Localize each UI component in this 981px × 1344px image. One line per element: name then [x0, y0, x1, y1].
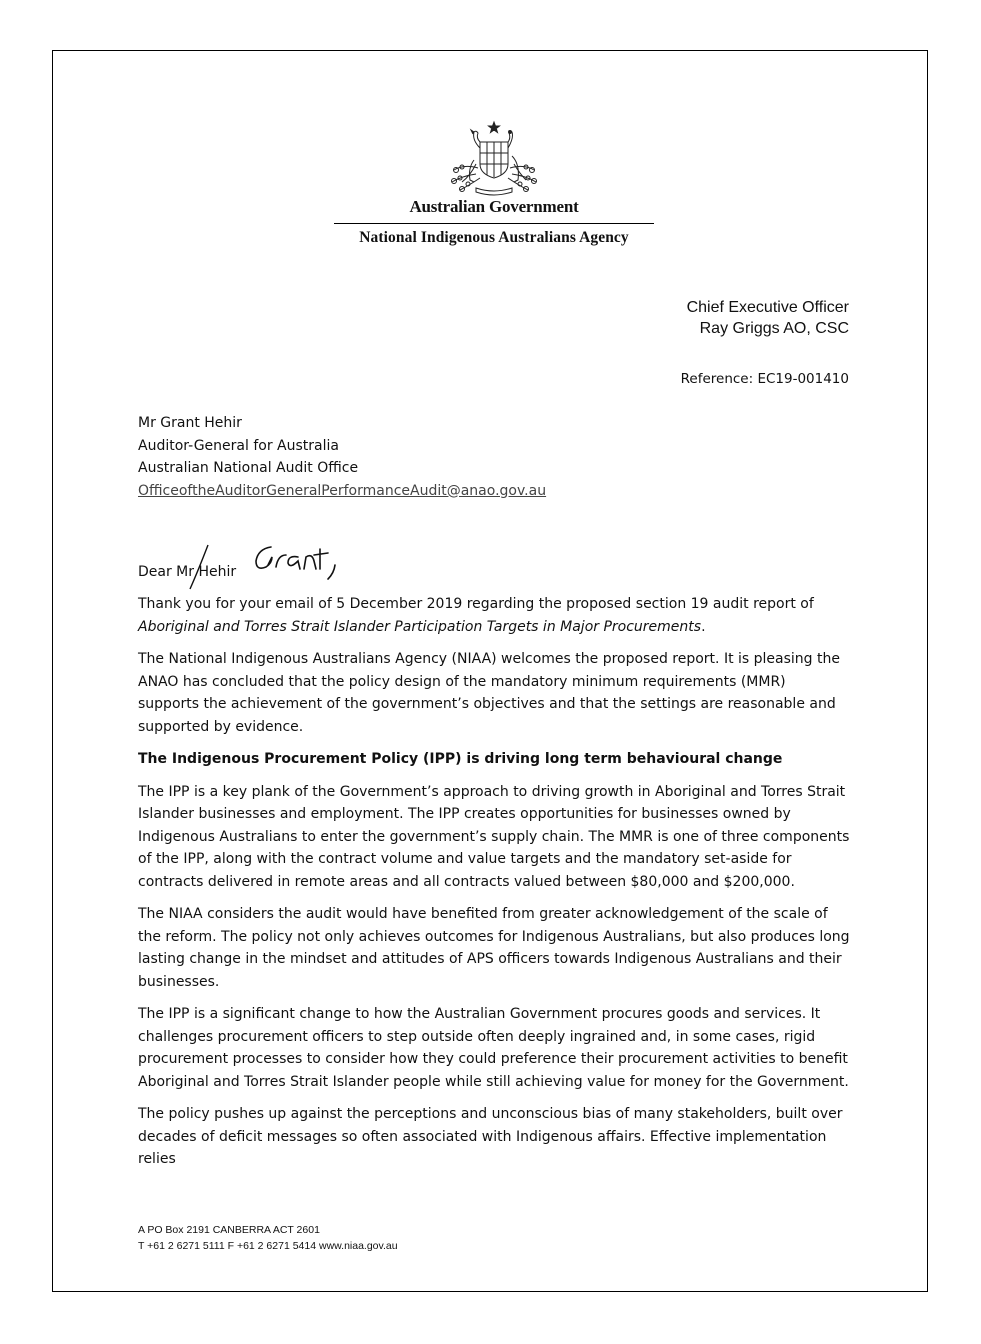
- letterhead-divider: [334, 223, 654, 224]
- government-name: Australian Government: [409, 197, 579, 216]
- report-title: Aboriginal and Torres Strait Islander Participation Targets in Major Procurements: [138, 618, 702, 635]
- letter-body: [138, 593, 850, 1181]
- section-heading: The Indigenous Procurement Policy (IPP) is driving long term behavioural change: [138, 751, 783, 767]
- footer-contact: T +61 2 6271 5111 F +61 2 6271 5414 www.niaa.gov.au: [138, 1240, 398, 1252]
- salutation-printed: Dear Mr Hehir: [138, 564, 237, 580]
- recipient-office: Australian National Audit Office: [138, 460, 359, 476]
- recipient-address: [138, 412, 546, 502]
- handwritten-salutation: [138, 541, 438, 591]
- paragraph-3: The IPP is a key plank of the Government’s approach to driving growth in Aboriginal and Torres Strait Islander businesses and employment. The IPP creates opportunities for businesses owned by Indigenous Australians to enter the government’s supply chain. The MMR is one of three components of the IPP, along with the contract volume and value targets and the mandatory set-aside for contracts delivered in remote areas and all contracts valued between $80,000 and $200,000.: [138, 783, 850, 890]
- reference-number: Reference: EC19-001410: [680, 371, 849, 387]
- paragraph-1: Thank you for your email of 5 December 2019 regarding the proposed section 19 audit report of Aboriginal and Torres Strait Islander Participation Targets in Major Procurements.: [138, 596, 814, 635]
- agency-name: National Indigenous Australians Agency: [359, 229, 629, 246]
- paragraph-5: The IPP is a significant change to how the Australian Government procures goods and services. It challenges procurement officers to step outside often deeply ingrained and, in some cases, rigid procurement processes to consider how they could preference their procurement activities to benefit Aboriginal and Torres Strait Islander people while still achieving value for money for the Government.: [138, 1006, 849, 1090]
- paragraph-4: The NIAA considers the audit would have benefited from greater acknowledgement of the scale of the reform. The policy not only achieves outcomes for Indigenous Australians, but also produces long lasting change in the mindset and attitudes of APS officers towards Indigenous Australians and their businesses.: [138, 906, 850, 990]
- paragraph-2: The National Indigenous Australians Agency (NIAA) welcomes the proposed report. It is pleasing the ANAO has concluded that the policy design of the mandatory minimum requirements (MMR) supports the achievement of the government’s objectives and that the settings are reasonable and supported by evidence.: [138, 651, 840, 735]
- paragraph-6: The policy pushes up against the perceptions and unconscious bias of many stakeholders, built over decades of deficit messages so often associated with Indigenous affairs. Effective implementation relies: [138, 1106, 843, 1167]
- salutation: [138, 541, 438, 591]
- sender-block: [687, 297, 849, 339]
- recipient-title: Auditor-General for Australia: [138, 437, 339, 454]
- sender-title: Chief Executive Officer: [686, 299, 849, 316]
- footer-address: A PO Box 2191 CANBERRA ACT 2601: [138, 1224, 320, 1236]
- recipient-email-link[interactable]: OfficeoftheAuditorGeneralPerformanceAudit@anao.gov.au: [138, 482, 547, 499]
- recipient-name: Mr Grant Hehir: [138, 415, 242, 431]
- footer: [138, 1222, 398, 1254]
- coat-of-arms-icon: [440, 120, 548, 200]
- sender-name: Ray Griggs AO, CSC: [699, 320, 849, 337]
